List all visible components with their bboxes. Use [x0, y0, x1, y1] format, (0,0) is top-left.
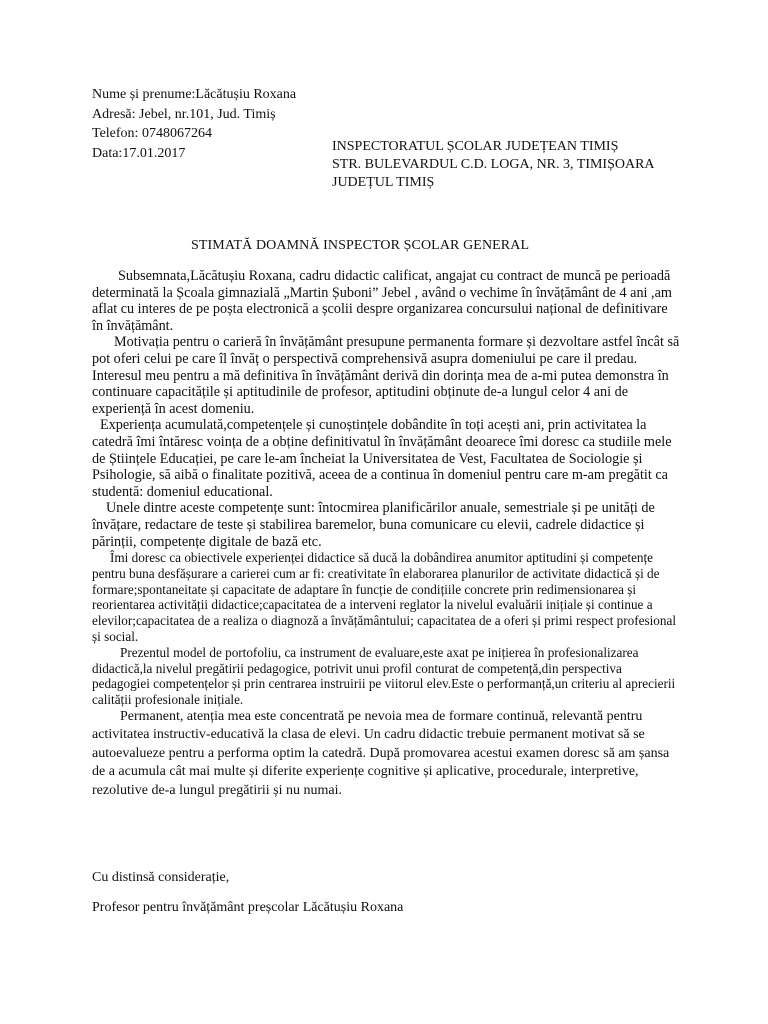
body-paragraph-5: Îmi doresc ca obiectivele experienței didactice să ducă la dobândirea anumitor aptitudini și competențe pentru buna desfășurare a carierei cum ar fi: creativitate în elaborarea planurilor de activitate didactică și de formare;spontaneitate și capacitate de adaptare în funcție de condițiile concrete prin redimensionarea și reorientarea activității didactice;capacitatea de a interveni reglator la nivelul evaluării inițiale și continue a elevilor;capacitatea de a realiza o diagnoză a învățământului; capacitatea de a oferi și primi respect profesional și social.	[92, 550, 676, 645]
letter-body	[92, 268, 680, 800]
body-paragraph-1: Subsemnata,Lăcătușiu Roxana, cadru didactic calificat, angajat cu contract de muncă pe perioadă determinată la Școala gimnazială „Martin Șuboni” Jebel , având o vechime în învățământ de 4 ani ,am aflat cu interes de pe poșta electronică a școlii despre organizarea concursului național de definitivare în învățământ.	[92, 268, 672, 334]
body-paragraph-4: Unele dintre aceste competențe sunt: întocmirea planificărilor anuale, semestriale și pe unități de învățare, redactare de teste și stabilirea baremelor, buna comunicare cu elevii, cadrele didactice și părinții, competențe digitale de bază etc.	[92, 500, 655, 550]
sender-date: Data:17.01.2017	[92, 145, 186, 161]
sender-block	[92, 85, 296, 163]
closing-line: Cu distinsă considerație,	[92, 870, 230, 885]
body-paragraph-6: Prezentul model de portofoliu, ca instrument de evaluare,este axat pe inițierea în profesionalizarea didactică,la nivelul pregătirii pedagogice, potrivit unui profil conturat de competență,din perspectiva pedagogiei competențelor și prin centrarea instruirii pe viitorul elev.Este o performanță,un criteriu al aprecierii calității profesionale inițiale.	[92, 644, 676, 708]
sender-phone: Telefon: 0748067264	[92, 126, 212, 141]
signature-line: Profesor pentru învățământ preșcolar Lăcătușiu Roxana	[92, 900, 404, 915]
body-paragraph-3: Experiența acumulată,competențele și cunoștințele dobândite în toți acești ani, prin activitatea la catedră îmi întăresc voința de a obține definitivatul în învățământ deoarece îmi doresc ca studiile mele de Științele Educației, pe care le-am încheiat la Universitatea de Vest, Facultatea de Sociologie și Psihologie, să aibă o finalitate pozitivă, aceea de a continua în domeniul pentru care m-am pregătit ca studentă: domeniul educational.	[92, 417, 672, 500]
recipient-street: STR. BULEVARDUL C.D. LOGA, NR. 3, TIMIȘOARA	[332, 157, 655, 172]
body-paragraph-7: Permanent, atenția mea este concentrată pe nevoia mea de formare continuă, relevantă pentru activitatea instructiv-educativă la clasa de elevi. Un cadru didactic trebuie permanent motivat să se autoevalueze pentru a performa optim la catedră. După promovarea acestui examen doresc să am șansa de a acumula cât mai multe și diferite experiențe cognitive și aplicative, procedurale, interpretive, rezolutive de-a lungul pregătirii și nu numai.	[92, 709, 670, 798]
sender-address: Adresă: Jebel, nr.101, Jud. Timiș	[92, 106, 276, 122]
body-paragraph-2: Motivația pentru o carieră în învățământ presupune permanenta formare și dezvoltare astfel încât să pot oferi celui pe care îl învăț o perspectivă comprehensivă asupra domeniului pe care il predau. Interesul meu pentru a mă definitiva în învățământ derivă din dorința mea de a-mi putea demonstra în continuare capacitățile și aptitudinile de profesor, aptitudini obținute de-a lungul celor 4 ani de experiență în acest domeniu.	[92, 334, 680, 417]
salutation-heading: STIMATĂ DOAMNĂ INSPECTOR ȘCOLAR GENERAL	[191, 238, 530, 253]
recipient-block	[332, 138, 655, 192]
sender-name: Nume și prenume:Lăcătușiu Roxana	[92, 87, 297, 102]
recipient-institution: INSPECTORATUL ȘCOLAR JUDEȚEAN TIMIȘ	[332, 139, 619, 154]
recipient-county: JUDEȚUL TIMIȘ	[332, 175, 435, 190]
